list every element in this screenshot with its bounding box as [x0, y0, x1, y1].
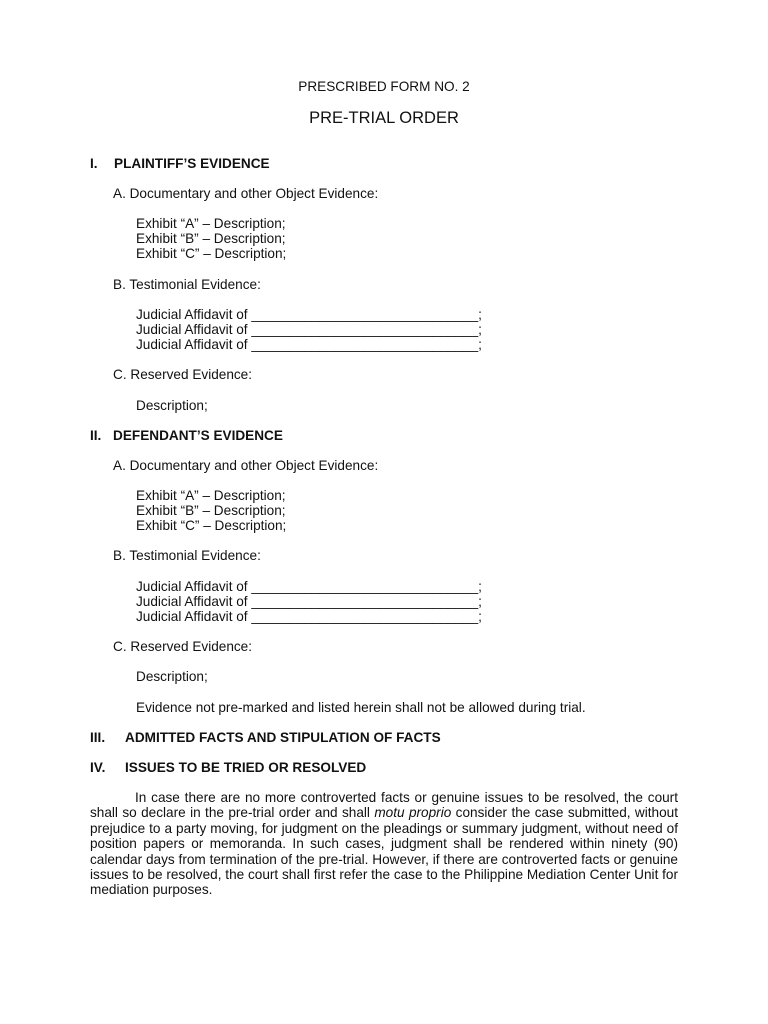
- exhibit-line: Exhibit “B” – Description;: [136, 503, 286, 518]
- affidavit-line: Judicial Affidavit of ______________________________;: [136, 322, 482, 337]
- section-numeral: II.: [90, 428, 102, 443]
- exhibit-line: Exhibit “C” – Description;: [136, 518, 287, 533]
- affidavit-line: Judicial Affidavit of ______________________________;: [136, 609, 482, 624]
- reserved-description: Description;: [136, 669, 208, 684]
- affidavit-line: Judicial Affidavit of ______________________________;: [136, 594, 482, 609]
- section-heading: [90, 156, 270, 172]
- exhibit-line: Exhibit “A” – Description;: [136, 216, 286, 231]
- paragraph-text: consider the case submitted, without prejudice to a party moving, for judgment on the pleadings or summary judgment, without need of position papers or memoranda. In such cases, judgment shall be rendered within ninety (90) calendar days from termination of the pre-trial. However, if there are controverted facts or genuine issues to be resolved, the court shall first refer the case to the Philippine Mediation Center Unit for mediation purposes.: [90, 805, 679, 898]
- section-title: ADMITTED FACTS AND STIPULATION OF FACTS: [125, 730, 441, 745]
- subsection-testimonial: B. Testimonial Evidence:: [113, 277, 261, 292]
- section-heading: [90, 428, 283, 444]
- subsection-reserved: C. Reserved Evidence:: [113, 639, 253, 654]
- form-label: PRESCRIBED FORM NO. 2: [298, 79, 470, 94]
- page-title: PRE-TRIAL ORDER: [309, 109, 459, 127]
- exhibit-line: Exhibit “C” – Description;: [136, 246, 287, 261]
- affidavit-line: Judicial Affidavit of ______________________________;: [136, 337, 482, 352]
- evidence-note: Evidence not pre-marked and listed herein shall not be allowed during trial.: [136, 700, 586, 715]
- subsection-testimonial: B. Testimonial Evidence:: [113, 548, 261, 563]
- section-numeral: III.: [90, 730, 106, 745]
- section-title: PLAINTIFF’S EVIDENCE: [114, 156, 270, 171]
- section-numeral: IV.: [90, 760, 106, 775]
- issues-paragraph: [90, 790, 678, 898]
- section-title: ISSUES TO BE TRIED OR RESOLVED: [125, 760, 367, 775]
- exhibit-line: Exhibit “A” – Description;: [136, 488, 286, 503]
- subsection-documentary: A. Documentary and other Object Evidence:: [113, 186, 379, 201]
- section-numeral: I.: [90, 156, 98, 171]
- section-issues: [90, 760, 367, 776]
- exhibit-line: Exhibit “B” – Description;: [136, 231, 286, 246]
- reserved-description: Description;: [136, 398, 208, 413]
- section-admitted-facts: [90, 730, 441, 746]
- subsection-documentary: A. Documentary and other Object Evidence:: [113, 458, 379, 473]
- paragraph-text: In case there are no more controverted facts or genuine issues to be resolved, the court shall so declare in the pre-trial order and shall: [90, 790, 678, 821]
- affidavit-line: Judicial Affidavit of ______________________________;: [136, 307, 482, 322]
- paragraph-italic-term: motu proprio: [374, 805, 452, 821]
- affidavit-line: Judicial Affidavit of ______________________________;: [136, 579, 482, 594]
- subsection-reserved: C. Reserved Evidence:: [113, 367, 253, 382]
- section-title: DEFENDANT’S EVIDENCE: [113, 428, 283, 443]
